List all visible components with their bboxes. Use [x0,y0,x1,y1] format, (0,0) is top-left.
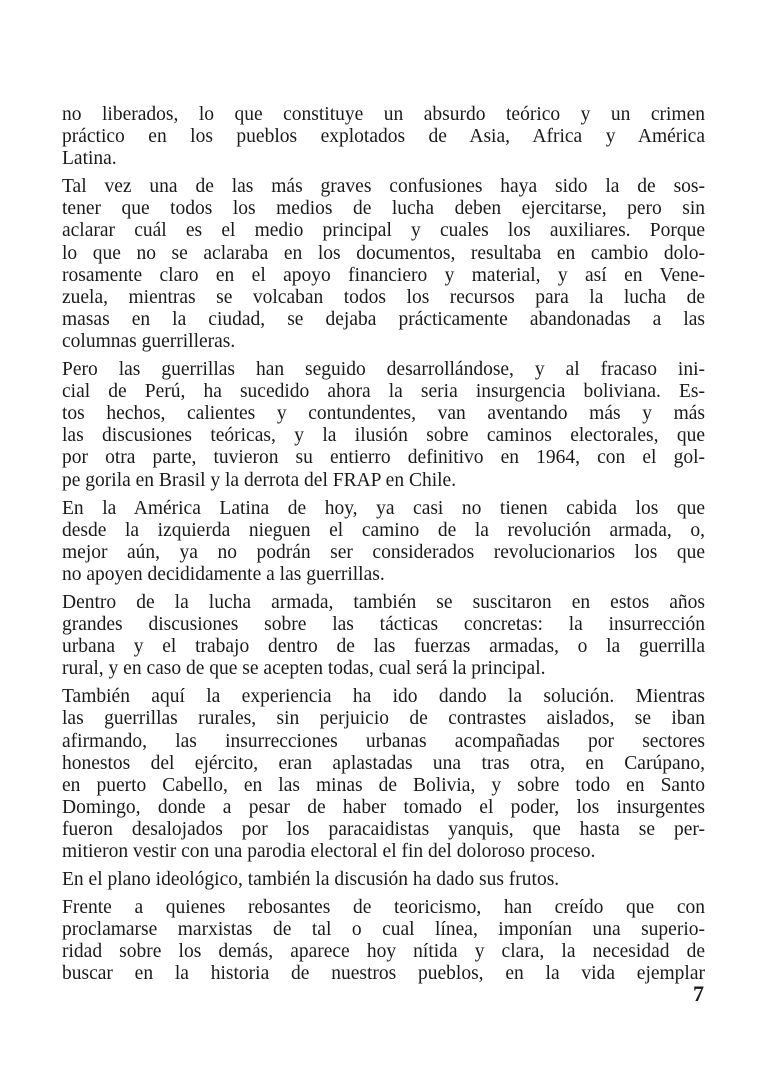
text-line: En la América Latina de hoy, ya casi no tienen cabida los que [62,497,705,519]
text-line: buscar en la historia de nuestros pueblos, en la vida ejemplar [62,963,705,985]
paragraph [62,359,705,492]
text-line: También aquí la experiencia ha ido dando la solución. Mientras [62,686,705,708]
text-line: Pero las guerrillas han seguido desarrollándose, y al fracaso ini- [62,359,705,381]
text-line: honestos del ejército, eran aplastadas una tras otra, en Carúpano, [62,752,705,774]
text-line: las guerrillas rurales, sin perjuicio de contrastes aislados, se iban [62,708,705,730]
text-line: desde la izquierda nieguen el camino de la revolución armada, o, [62,519,705,541]
text-line: mitieron vestir con una parodia electoral el fin del doloroso proceso. [62,841,596,862]
text-line: Frente a quienes rebosantes de teoricismo, han creído que con [62,897,705,919]
text-line: zuela, mientras se volcaban todos los recursos para la lucha de [62,286,705,308]
text-line: en puerto Cabello, en las minas de Bolivia, y sobre todo en Santo [62,774,705,796]
paragraph [62,498,705,586]
text-line: no apoyen decididamente a las guerrillas. [62,563,385,585]
text-line: afirmando, las insurrecciones urbanas acompañadas por sectores [62,730,705,752]
text-line: por otra parte, tuvieron su entierro definitivo en 1964, con el gol- [62,447,705,469]
text-line: Domingo, donde a pesar de haber tomado el poder, los insurgentes [62,796,705,818]
text-line: rosamente claro en el apoyo financiero y material, y así en Vene- [62,264,705,286]
text-line: las discusiones teóricas, y la ilusión sobre caminos electorales, que [62,425,705,447]
page-number: 7 [693,981,704,1006]
text-line: masas en la ciudad, se dejaba prácticamente abandonadas a las [62,308,705,330]
paragraph [62,686,705,863]
page-body [62,104,705,992]
text-line: Tal vez una de las más graves confusiones haya sido la de sos- [62,176,705,198]
text-line: columnas guerrilleras. [62,330,236,352]
text-line: aclarar cuál es el medio principal y cuales los auxiliares. Porque [62,220,705,242]
text-line: pe gorila en Brasil y la derrota del FRAP en Chile. [62,469,457,491]
text-line: tos hechos, calientes y contundentes, van aventando más y más [62,403,705,425]
paragraph [62,897,705,985]
text-line: ridad sobre los demás, aparece hoy nítida y clara, la necesidad de [62,941,705,963]
text-line: En el plano ideológico, también la discusión ha dado sus frutos. [62,869,560,891]
text-line: Latina. [62,148,117,170]
text-line: rural, y en caso de que se acepten todas, cual será la principal. [62,658,546,680]
paragraph [62,592,705,680]
text-line: cial de Perú, ha sucedido ahora la seria insurgencia boliviana. Es- [62,381,705,403]
text-line: lo que no se aclaraba en los documentos, resultaba en cambio dolo- [62,242,705,264]
text-line: mejor aún, ya no podrán ser considerados revolucionarios los que [62,541,705,563]
text-line: no liberados, lo que constituye un absurdo teórico y un crimen [62,104,705,125]
paragraph [62,869,705,891]
paragraph [62,176,705,353]
text-line: proclamarse marxistas de tal o cual línea, imponían una superio- [62,919,705,941]
text-line: Dentro de la lucha armada, también se suscitaron en estos años [62,591,705,613]
text-line: fueron desalojados por los paracaidistas yanquis, que hasta se per- [62,818,705,840]
paragraph [62,104,705,170]
text-line: urbana y el trabajo dentro de las fuerzas armadas, o la guerrilla [62,636,705,658]
text-line: práctico en los pueblos explotados de Asia, Africa y América [62,126,705,148]
text-line: tener que todos los medios de lucha deben ejercitarse, pero sin [62,198,705,220]
text-line: grandes discusiones sobre las tácticas concretas: la insurrección [62,614,705,636]
